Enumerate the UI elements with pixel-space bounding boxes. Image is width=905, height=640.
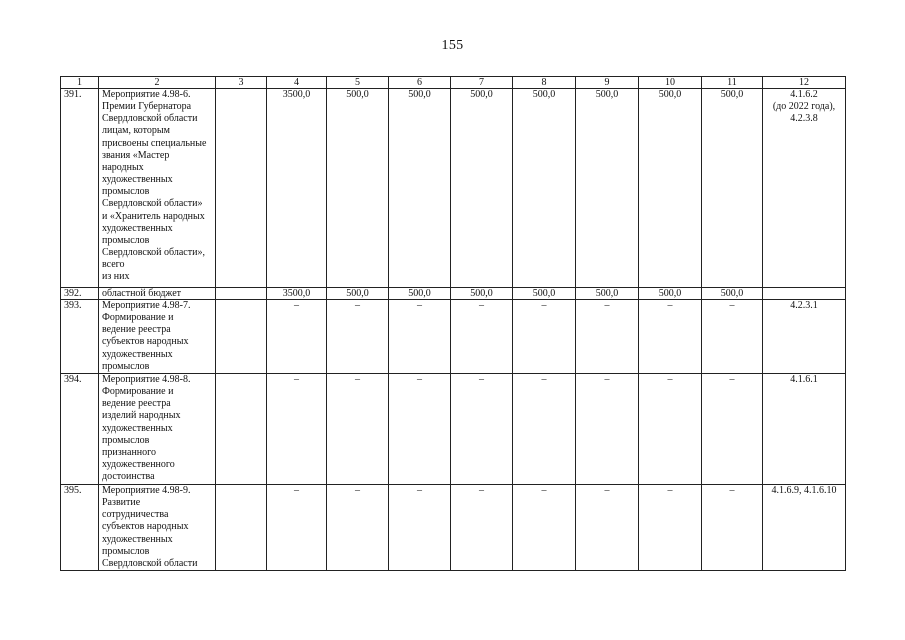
cell-col10: – bbox=[639, 300, 702, 374]
cell-col11: – bbox=[702, 373, 763, 484]
cell-col4: 3500,0 bbox=[267, 89, 327, 288]
measure-name: Мероприятие 4.98-8. Формирование и ведение реестра изделий народных художественных промыслов признанного художественного достоинства bbox=[99, 373, 216, 484]
column-header: 3 bbox=[216, 77, 267, 89]
target-indicator: 4.1.6.2 (до 2022 года), 4.2.3.8 bbox=[763, 89, 846, 288]
column-header: 1 bbox=[61, 77, 99, 89]
row-number: 393. bbox=[61, 300, 99, 374]
table-row bbox=[61, 300, 846, 374]
column-header: 2 bbox=[99, 77, 216, 89]
cell-col11: 500,0 bbox=[702, 288, 763, 300]
cell-col9: – bbox=[576, 484, 639, 570]
cell-col5: 500,0 bbox=[327, 89, 389, 288]
row-number: 391. bbox=[61, 89, 99, 288]
cell-col6: – bbox=[389, 300, 451, 374]
column-header: 5 bbox=[327, 77, 389, 89]
cell-col8: – bbox=[513, 300, 576, 374]
column-header: 4 bbox=[267, 77, 327, 89]
row-number: 394. bbox=[61, 373, 99, 484]
table-row bbox=[61, 484, 846, 570]
cell-col11: 500,0 bbox=[702, 89, 763, 288]
cell-col9: 500,0 bbox=[576, 288, 639, 300]
column-header: 11 bbox=[702, 77, 763, 89]
cell-col10: 500,0 bbox=[639, 288, 702, 300]
cell-col5: – bbox=[327, 373, 389, 484]
table-row bbox=[61, 89, 846, 288]
cell-col8: – bbox=[513, 373, 576, 484]
header-row bbox=[61, 77, 846, 89]
cell-col11: – bbox=[702, 484, 763, 570]
cell-col9: – bbox=[576, 373, 639, 484]
cell-col7: 500,0 bbox=[451, 288, 513, 300]
measure-name: областной бюджет bbox=[99, 288, 216, 300]
program-table bbox=[60, 76, 846, 571]
cell-col3 bbox=[216, 373, 267, 484]
cell-col10: – bbox=[639, 373, 702, 484]
table-row bbox=[61, 288, 846, 300]
cell-col6: 500,0 bbox=[389, 288, 451, 300]
cell-col5: 500,0 bbox=[327, 288, 389, 300]
cell-col3 bbox=[216, 300, 267, 374]
row-number: 392. bbox=[61, 288, 99, 300]
page-number: 155 bbox=[441, 38, 464, 53]
target-indicator: 4.2.3.1 bbox=[763, 300, 846, 374]
measure-name: Мероприятие 4.98-6. Премии Губернатора Свердловской области лицам, которым присвоены специальные звания «Мастер народных художественных промыслов Свердловской области» и «Хранитель народных художественных промыслов Свердловской области», всего из них bbox=[99, 89, 216, 288]
cell-col5: – bbox=[327, 484, 389, 570]
cell-col10: – bbox=[639, 484, 702, 570]
cell-col4: 3500,0 bbox=[267, 288, 327, 300]
target-indicator bbox=[763, 288, 846, 300]
cell-col8: 500,0 bbox=[513, 288, 576, 300]
column-header: 10 bbox=[639, 77, 702, 89]
cell-col9: – bbox=[576, 300, 639, 374]
cell-col9: 500,0 bbox=[576, 89, 639, 288]
cell-col10: 500,0 bbox=[639, 89, 702, 288]
target-indicator: 4.1.6.1 bbox=[763, 373, 846, 484]
cell-col6: 500,0 bbox=[389, 89, 451, 288]
cell-col7: 500,0 bbox=[451, 89, 513, 288]
cell-col4: – bbox=[267, 484, 327, 570]
column-header: 9 bbox=[576, 77, 639, 89]
table-row bbox=[61, 373, 846, 484]
cell-col7: – bbox=[451, 484, 513, 570]
row-number: 395. bbox=[61, 484, 99, 570]
cell-col6: – bbox=[389, 373, 451, 484]
cell-col4: – bbox=[267, 300, 327, 374]
cell-col8: – bbox=[513, 484, 576, 570]
cell-col4: – bbox=[267, 373, 327, 484]
cell-col8: 500,0 bbox=[513, 89, 576, 288]
cell-col6: – bbox=[389, 484, 451, 570]
cell-col3 bbox=[216, 288, 267, 300]
cell-col3 bbox=[216, 484, 267, 570]
cell-col3 bbox=[216, 89, 267, 288]
cell-col11: – bbox=[702, 300, 763, 374]
column-header: 12 bbox=[763, 77, 846, 89]
column-header: 6 bbox=[389, 77, 451, 89]
target-indicator: 4.1.6.9, 4.1.6.10 bbox=[763, 484, 846, 570]
cell-col5: – bbox=[327, 300, 389, 374]
cell-col7: – bbox=[451, 373, 513, 484]
column-header: 7 bbox=[451, 77, 513, 89]
column-header: 8 bbox=[513, 77, 576, 89]
cell-col7: – bbox=[451, 300, 513, 374]
measure-name: Мероприятие 4.98-7. Формирование и ведение реестра субъектов народных художественных промыслов bbox=[99, 300, 216, 374]
measure-name: Мероприятие 4.98-9. Развитие сотрудничества субъектов народных художественных промыслов Свердловской области bbox=[99, 484, 216, 570]
